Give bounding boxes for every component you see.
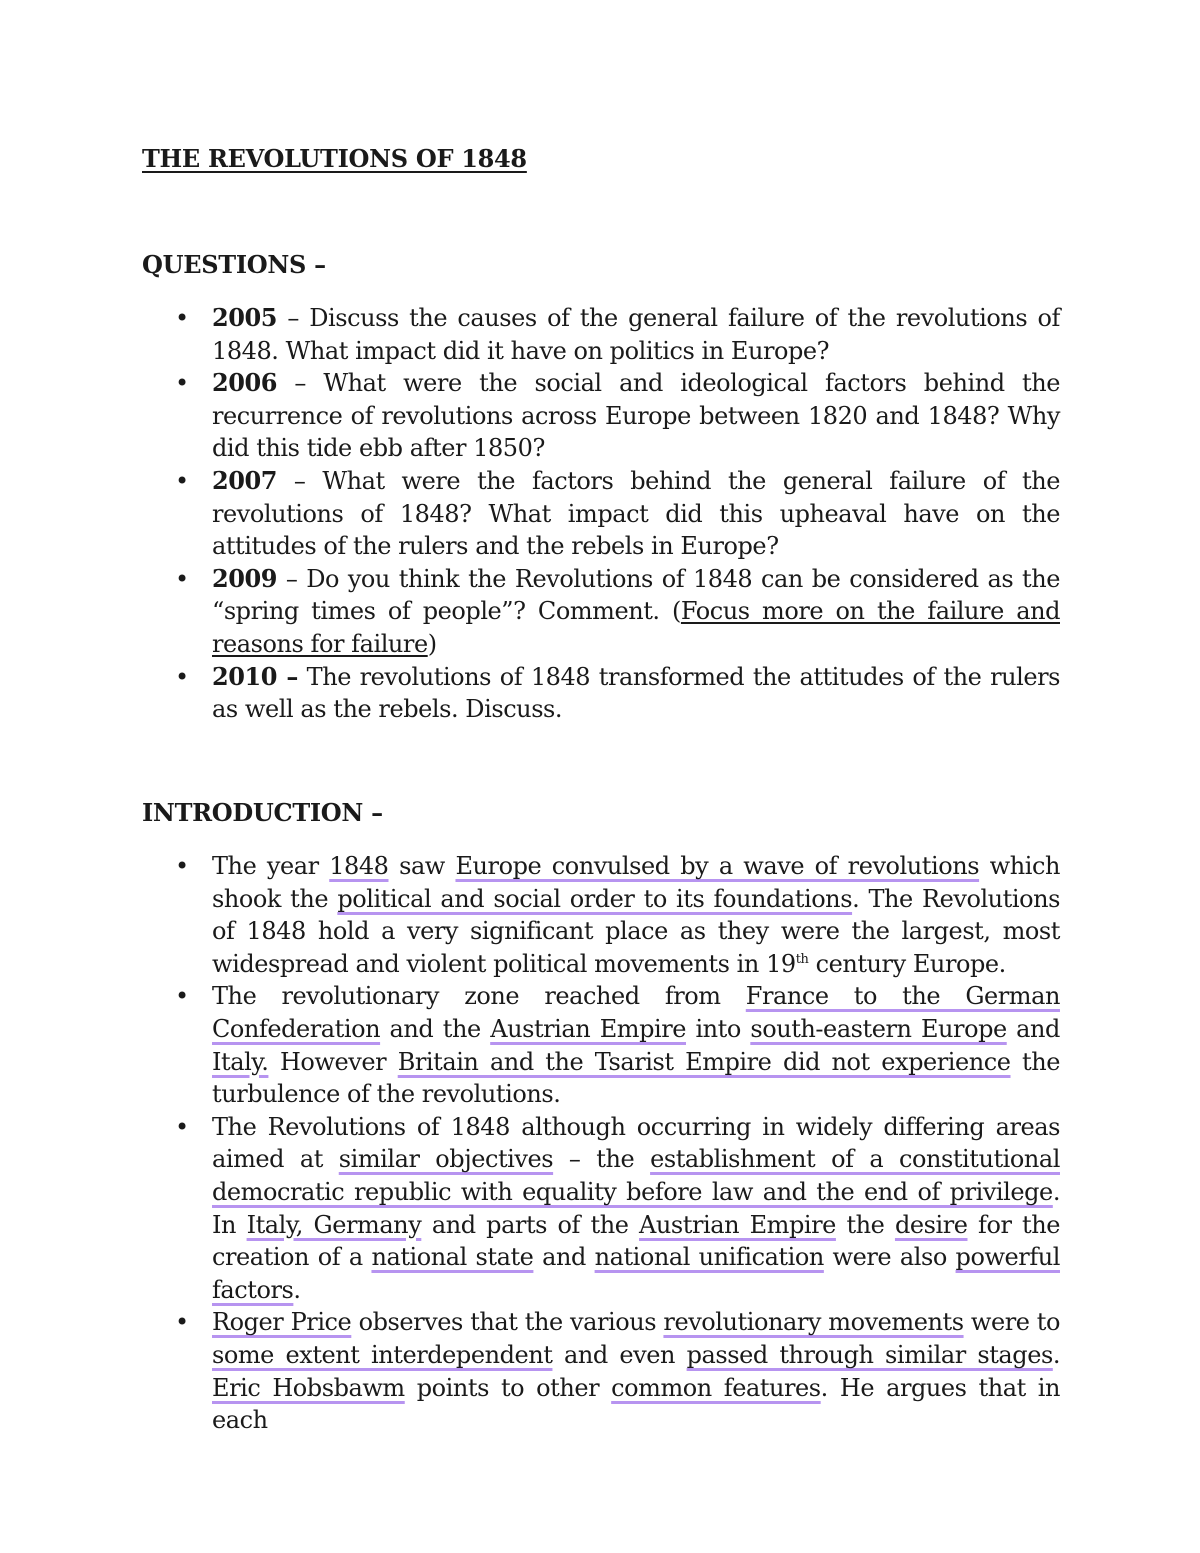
intro-paragraph: [175, 1306, 1060, 1436]
highlight: Italy.: [212, 1047, 269, 1076]
separator: –: [277, 304, 310, 332]
text-run: and parts of the: [421, 1210, 640, 1239]
question-note-tail: ): [427, 629, 437, 658]
highlight: similar objectives: [338, 1145, 554, 1174]
text-run: .: [293, 1275, 301, 1304]
highlight: establishment of a constitutional democratic republic with equality before law and the end of privilege: [212, 1145, 1060, 1206]
intro-paragraph: [175, 980, 1060, 1110]
text-run: . He argues that in each: [212, 1373, 1061, 1435]
question-item: [175, 563, 1060, 661]
question-text: Do you think the Revolutions of 1848 can be considered as the “spring times of people”? Comment. (: [212, 564, 1060, 626]
text-run: . In: [212, 1177, 1060, 1239]
question-year: 2006: [212, 368, 277, 398]
intro-paragraph: [175, 850, 1060, 980]
separator: –: [277, 564, 307, 593]
text-run: The year: [212, 852, 330, 880]
text-run: saw: [388, 852, 456, 880]
questions-heading: QUESTIONS –: [142, 250, 326, 279]
text-run: which shook the: [212, 852, 1060, 913]
text-run: points to other: [404, 1373, 612, 1402]
text-run: the turbulence of the revolutions.: [212, 1047, 1060, 1109]
question-item: [175, 367, 1060, 465]
question-year: 2005: [212, 303, 277, 332]
question-text: What were the factors behind the general failure of the revolutions of 1848? What impact did this upheaval have on the attitudes of the rulers and the rebels in Europe?: [212, 466, 1060, 561]
text-run: for the creation of a: [212, 1210, 1060, 1272]
highlight: national state: [371, 1243, 534, 1272]
highlight: France to the German Confederation: [212, 982, 1060, 1043]
question-year: 2007: [212, 465, 277, 495]
highlight: desire: [894, 1210, 968, 1239]
highlight: powerful factors: [212, 1243, 1060, 1304]
text-run: the: [835, 1210, 895, 1239]
separator: –: [277, 369, 324, 398]
question-item: [175, 465, 1060, 563]
separator: –: [277, 466, 323, 495]
question-text: What were the social and ideological factors behind the recurrence of revolutions across Europe between 1820 and 1848? Why did this tide ebb after 1850?: [212, 369, 1060, 463]
highlight: Italy, Germany: [246, 1210, 422, 1239]
highlight: some extent interdependent: [212, 1340, 553, 1369]
text-run: and the: [380, 1014, 491, 1043]
highlight: south-eastern Europe: [750, 1014, 1007, 1043]
superscript: th: [795, 951, 809, 967]
question-item: [175, 302, 1060, 367]
highlight: passed through similar stages: [686, 1340, 1053, 1369]
intro-paragraph: [175, 1111, 1060, 1307]
highlight: 1848: [329, 852, 389, 880]
text-run: century Europe.: [808, 949, 1006, 978]
question-text: Discuss the causes of the general failure of the revolutions of 1848. What impact did it have on politics in Europe?: [212, 304, 1060, 365]
question-year: 2009: [212, 563, 277, 593]
text-run: However: [268, 1047, 398, 1076]
highlight: Roger Price: [212, 1308, 352, 1337]
highlight: Europe convulsed by a wave of revolutions: [455, 852, 980, 880]
text-run: – the: [553, 1145, 651, 1174]
questions-list: [175, 302, 1060, 726]
highlight: Austrian Empire: [490, 1014, 686, 1043]
question-text: The revolutions of 1848 transformed the attitudes of the rulers as well as the rebels. Discuss.: [212, 662, 1061, 724]
text-run: and even: [552, 1340, 687, 1369]
question-note-underlined: Focus more on the failure and reasons for failure: [212, 597, 1060, 658]
highlight: Britain and the Tsarist Empire did not experience: [397, 1047, 1011, 1076]
highlight: revolutionary movements: [663, 1308, 964, 1337]
text-run: into: [686, 1014, 751, 1043]
text-run: observes that the various: [351, 1308, 664, 1337]
text-run: were also: [823, 1243, 956, 1272]
highlight: political and social order to its foundations: [337, 884, 853, 913]
text-run: and: [533, 1243, 595, 1272]
highlight: national unification: [594, 1243, 824, 1272]
introduction-heading: INTRODUCTION –: [142, 798, 383, 827]
introduction-list: [175, 850, 1060, 1437]
highlight: common features: [611, 1373, 821, 1402]
text-run: and: [1006, 1014, 1060, 1043]
separator: [298, 663, 307, 691]
text-run: .: [1052, 1340, 1060, 1369]
text-run: . The Revolutions of 1848 hold a very significant place as they were the largest, most widespread and violent political movements in 19: [212, 884, 1060, 978]
page-title: THE REVOLUTIONS OF 1848: [142, 144, 527, 173]
text-run: The Revolutions of 1848 although occurring in widely differing areas aimed at: [212, 1112, 1060, 1174]
question-item: [175, 661, 1060, 726]
question-year: 2010 –: [212, 661, 298, 691]
highlight: Austrian Empire: [639, 1210, 836, 1239]
highlight: Eric Hobsbawm: [212, 1373, 405, 1402]
text-run: The revolutionary zone reached from: [212, 982, 746, 1011]
text-run: were to: [963, 1308, 1060, 1337]
